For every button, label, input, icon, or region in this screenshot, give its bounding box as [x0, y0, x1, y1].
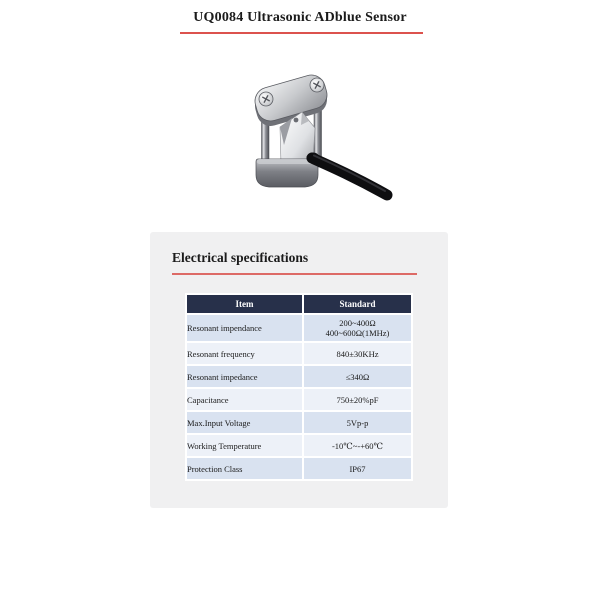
- col-header-item: Item: [187, 295, 302, 313]
- spec-standard: [304, 315, 411, 341]
- title-underline: [180, 32, 423, 34]
- spec-standard-line: 200~400Ω: [339, 318, 376, 328]
- table-row: [187, 366, 411, 387]
- spec-item: Resonant impendance: [187, 315, 302, 341]
- spec-item: Capacitance: [187, 389, 302, 410]
- table-row: [187, 458, 411, 479]
- sensor-illustration: [225, 55, 405, 215]
- table-row: [187, 389, 411, 410]
- spec-standard-line: 400~600Ω(1MHz): [325, 328, 390, 338]
- col-header-standard: Standard: [304, 295, 411, 313]
- specs-card: [150, 232, 448, 508]
- spec-item: Max.Input Voltage: [187, 412, 302, 433]
- sensor-screw-left: [259, 92, 273, 106]
- table-row: [187, 315, 411, 341]
- product-image: [225, 55, 405, 215]
- spec-standard: 840±30KHz: [304, 343, 411, 364]
- spec-standard: -10℃~-+60℃: [304, 435, 411, 456]
- table-row: [187, 435, 411, 456]
- spec-standard: IP67: [304, 458, 411, 479]
- spec-standard: 5Vp-p: [304, 412, 411, 433]
- spec-item: Resonant frequency: [187, 343, 302, 364]
- spec-item: Working Temperature: [187, 435, 302, 456]
- specs-table: [185, 293, 413, 481]
- page-title: UQ0084 Ultrasonic ADblue Sensor: [193, 10, 407, 25]
- spec-standard: 750±20%pF: [304, 389, 411, 410]
- sensor-screw-right: [310, 78, 324, 92]
- spec-standard: ≤340Ω: [304, 366, 411, 387]
- sensor-cable: [312, 158, 387, 195]
- spec-item: Resonant impedance: [187, 366, 302, 387]
- table-row: [187, 412, 411, 433]
- section-underline: [172, 273, 417, 275]
- spec-item: Protection Class: [187, 458, 302, 479]
- section-heading: Electrical specifications: [172, 250, 309, 265]
- table-row: [187, 343, 411, 364]
- table-header-row: [187, 295, 411, 313]
